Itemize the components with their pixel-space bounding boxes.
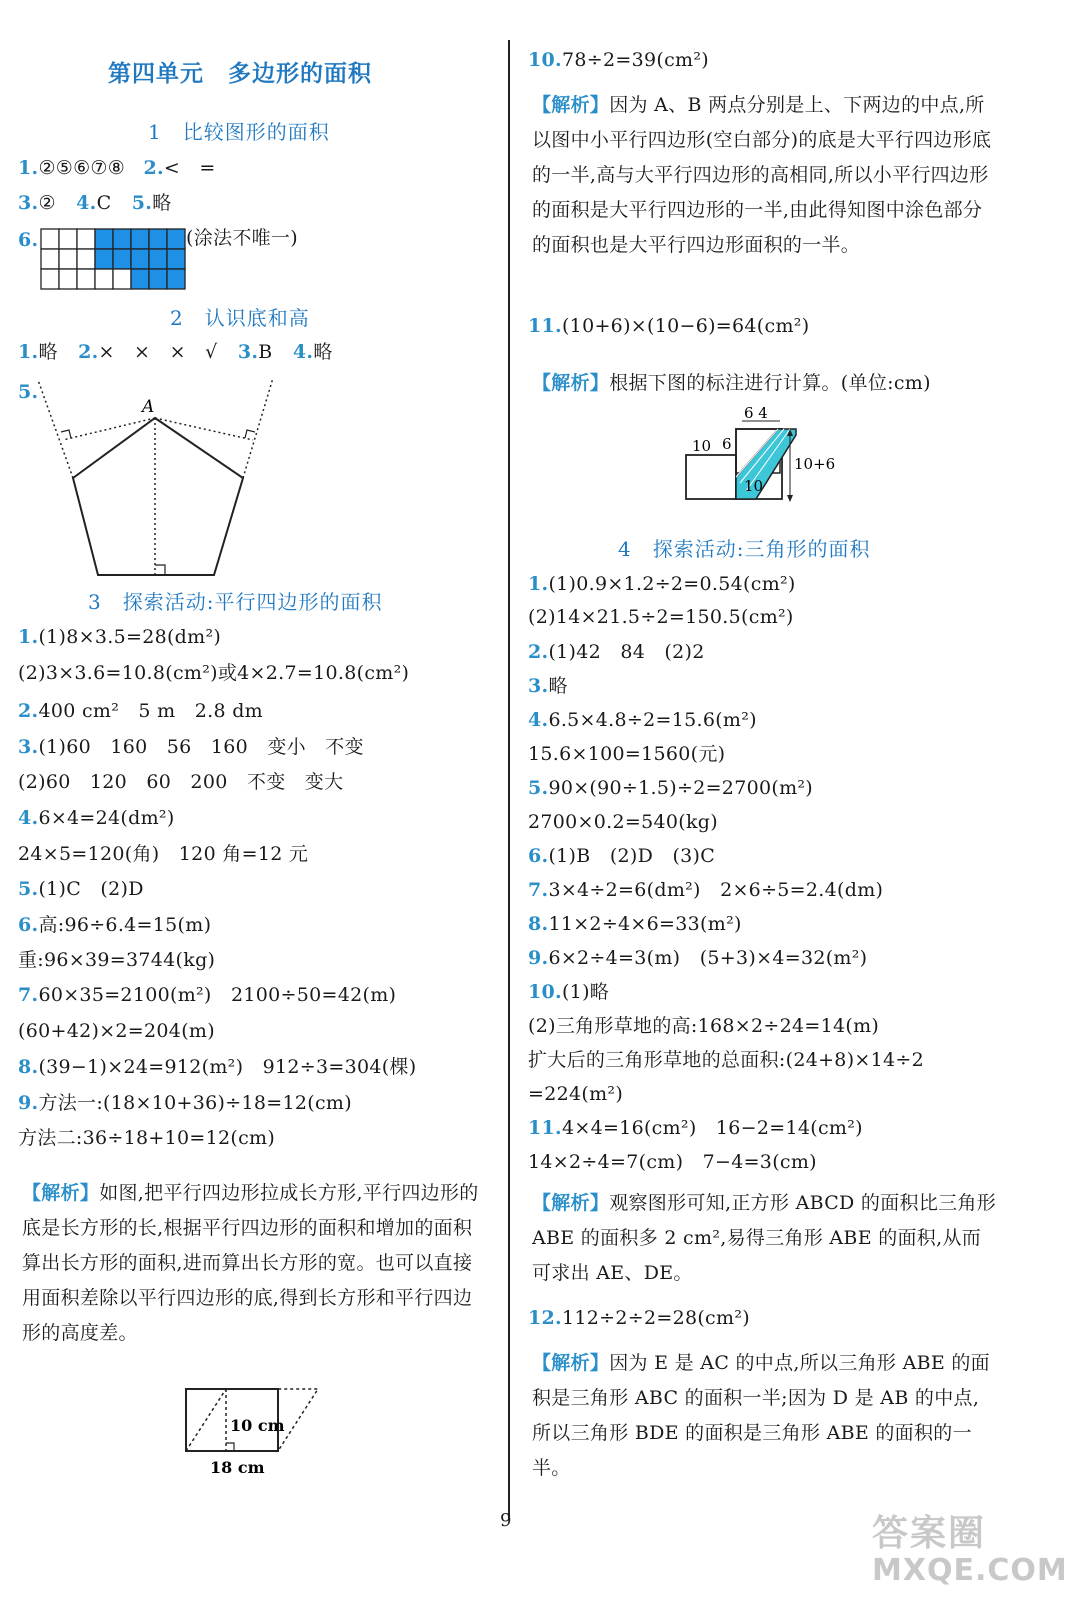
vertex-label-a: A — [142, 397, 155, 417]
label-6-4: 6 4 — [744, 405, 768, 422]
grid-cell-shaded — [113, 249, 131, 269]
s4-q7: 7.3×4÷2=6(dm²) 2×6÷5=2.4(dm) — [528, 879, 884, 901]
s3-q1b: (2)3×3.6=10.8(cm²)或4×2.7=10.8(cm²) — [18, 662, 410, 684]
s3-q5: 5.(1)C (2)D — [18, 878, 144, 900]
grid-cell — [41, 249, 59, 269]
s4-q10d: =224(m²) — [528, 1083, 624, 1105]
r-analysis-10: 【解析】因为 A、B 两点分别是上、下两边的中点,所以图中小平行四边形(空白部分)的底是大平行四边形底的一半,高与大平行四边形的高相同,所以小平行四边形的面积是大平行四边形的一半,由此得知图中涂色部分的面积也是大平行四边形面积的一半。 — [532, 94, 992, 256]
s4-q1: 1.(1)0.9×1.2÷2=0.54(cm²) — [528, 573, 796, 595]
grid-cell-shaded — [149, 269, 167, 289]
s4-analysis-11: 【解析】观察图形可知,正方形 ABCD 的面积比三角形 ABE 的面积多 2 cm²,易得三角形 ABE 的面积,从而可求出 AE、DE。 — [532, 1192, 997, 1284]
s1-line2: 3.② 4.C 5.略 — [18, 192, 172, 214]
right-angle-bottom — [155, 565, 165, 575]
s4-analysis-12: 【解析】因为 E 是 AC 的中点,所以三角形 ABE 的面积是三角形 ABC 的面积一半;因为 D 是 AB 的中点,所以三角形 BDE 的面积是三角形 ABE 的面积的一半。 — [532, 1352, 990, 1479]
pentagon-shape — [73, 418, 243, 575]
grid-cell — [59, 269, 77, 289]
s1-line1: 1.②⑤⑥⑦⑧ 2.< = — [18, 157, 216, 179]
watermark-url: MXQE.COM — [872, 1553, 1068, 1588]
s1-line3: 6. — [18, 229, 39, 251]
grid-cell — [77, 269, 95, 289]
s4-q10: 10.(1)略 — [528, 981, 610, 1003]
s4-q4: 4.6.5×4.8÷2=15.6(m²) — [528, 709, 757, 731]
grid-figure — [40, 228, 186, 292]
s4-q1b: (2)14×21.5÷2=150.5(cm²) — [528, 606, 794, 628]
analysis-tag: 【解析】 — [22, 1182, 100, 1204]
fig-right-angle — [226, 1443, 234, 1451]
s3-q4: 4.6×4=24(dm²) — [18, 807, 175, 829]
grid-cell-shaded — [95, 229, 113, 249]
fig-height-label: 10 cm — [230, 1416, 285, 1435]
s4-q11: 11.4×4=16(cm²) 16−2=14(cm²) — [528, 1117, 863, 1139]
s3-q6: 6.高:96÷6.4=15(m) — [18, 914, 212, 936]
pentagon-figure — [18, 370, 318, 582]
label-10-bottom: 10 — [744, 477, 764, 495]
s4-q11b: 14×2÷4=7(cm) 7−4=3(cm) — [528, 1151, 817, 1173]
grid-cell — [59, 249, 77, 269]
s3-q4b: 24×5=120(角) 120 角=12 元 — [18, 843, 309, 865]
grid-cell — [77, 249, 95, 269]
ext-left — [38, 380, 73, 478]
s4-q8: 8.11×2÷4×6=33(m²) — [528, 913, 742, 935]
s3-q6b: 重:96×39=3744(kg) — [18, 949, 216, 971]
s4-q5b: 2700×0.2=540(kg) — [528, 811, 718, 833]
r-q11: 11.(10+6)×(10−6)=64(cm²) — [528, 315, 810, 337]
grid-cell-shaded — [131, 249, 149, 269]
section-3-title: 3 探索活动:平行四边形的面积 — [88, 590, 383, 614]
r-q10: 10.78÷2=39(cm²) — [528, 49, 709, 71]
s4-q10c: 扩大后的三角形草地的总面积:(24+8)×14÷2 — [528, 1049, 925, 1071]
s4-q6: 6.(1)B (2)D (3)C — [528, 845, 716, 867]
watermark-logo: 答案圈 — [872, 1513, 987, 1554]
s3-q8: 8.(39−1)×24=912(m²) 912÷3=304(棵) — [18, 1056, 417, 1078]
right-angle-left — [61, 430, 71, 438]
ext-right — [243, 378, 273, 478]
label-6: 6 — [722, 435, 732, 453]
s4-q4b: 15.6×100=1560(元) — [528, 743, 726, 765]
grid-cell — [95, 269, 113, 289]
s3-analysis: 【解析】如图,把平行四边形拉成长方形,平行四边形的底是长方形的长,根据平行四边形的面积和增加的面积算出长方形的面积,进而算出长方形的宽。也可以直接用面积差除以平行四边形的底,得到长方形和平行四边形的高度差。 — [22, 1176, 487, 1351]
s3-q9b: 方法二:36÷18+10=12(cm) — [18, 1127, 276, 1149]
s4-q2: 2.(1)42 84 (2)2 — [528, 641, 705, 663]
grid-cell-shaded — [95, 249, 113, 269]
r-analysis-11: 【解析】根据下图的标注进行计算。(单位:cm) — [532, 372, 931, 394]
section-4-title: 4 探索活动:三角形的面积 — [618, 537, 871, 561]
arrow-down — [787, 495, 793, 502]
s4-q12: 12.112÷2÷2=28(cm²) — [528, 1307, 750, 1329]
s3-q1: 1.(1)8×3.5=28(dm²) — [18, 626, 222, 648]
page-number: 9 — [500, 1510, 512, 1531]
label-10-left: 10 — [692, 437, 712, 455]
s3-q7b: (60+42)×2=204(m) — [18, 1020, 215, 1042]
unit-title: 第四单元 多边形的面积 — [108, 60, 372, 87]
s4-q9: 9.6×2÷4=3(m) (5+3)×4=32(m²) — [528, 947, 868, 969]
s3-q3b: (2)60 120 60 200 不变 变大 — [18, 771, 344, 793]
s2-q5-label: 5. — [18, 381, 39, 403]
grid-cell-shaded — [167, 249, 185, 269]
grid-cell-shaded — [149, 229, 167, 249]
s3-q3: 3.(1)60 160 56 160 变小 不变 — [18, 736, 364, 758]
left-rect — [686, 455, 736, 499]
column-divider — [508, 40, 510, 1520]
square-diagram — [678, 405, 838, 505]
grid-cell-shaded — [149, 249, 167, 269]
grid-cell — [41, 269, 59, 289]
grid-cell — [41, 229, 59, 249]
right-angle-right — [245, 430, 255, 438]
s3-q9: 9.方法一:(18×10+36)÷18=12(cm) — [18, 1092, 352, 1114]
grid-cell-shaded — [113, 229, 131, 249]
grid-cell — [77, 229, 95, 249]
s1-note: (涂法不唯一) — [186, 227, 298, 249]
section-2-title: 2 认识底和高 — [170, 306, 310, 330]
section-1-title: 1 比较图形的面积 — [148, 120, 330, 144]
s3-q2: 2.400 cm² 5 m 2.8 dm — [18, 700, 263, 722]
label-10-plus-6: 10+6 — [794, 455, 836, 473]
grid-cell-shaded — [167, 229, 185, 249]
s4-q5: 5.90×(90÷1.5)÷2=2700(m²) — [528, 777, 814, 799]
grid-cell-shaded — [167, 269, 185, 289]
grid-cell — [59, 229, 77, 249]
grid-cell — [113, 269, 131, 289]
s2-line1: 1.略 2.× × × √ 3.B 4.略 — [18, 341, 333, 363]
s4-q10b: (2)三角形草地的高:168×2÷24=14(m) — [528, 1015, 880, 1037]
parallelogram-figure — [168, 1385, 348, 1480]
s4-q3: 3.略 — [528, 675, 568, 697]
s3-q7: 7.60×35=2100(m²) 2100÷50=42(m) — [18, 984, 397, 1006]
grid-cell-shaded — [131, 229, 149, 249]
fig-base-label: 18 cm — [210, 1458, 265, 1477]
grid-cell-shaded — [131, 269, 149, 289]
